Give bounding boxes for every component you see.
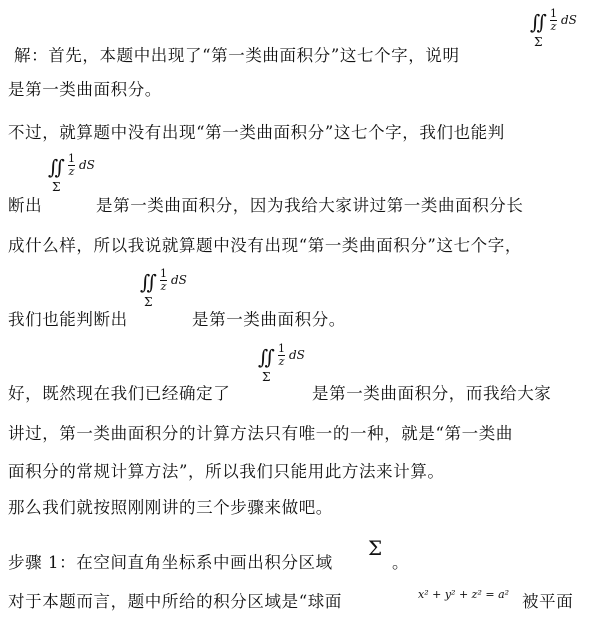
fraction: 1 z <box>550 7 557 33</box>
sigma-subscript: Σ <box>534 35 543 49</box>
double-integral-sign: ∬ <box>48 155 60 179</box>
text-line-7a: 好，既然现在我们已经确定了 <box>8 384 231 403</box>
text-line-4a: 断出 <box>8 196 43 215</box>
sigma-subscript: Σ <box>144 295 153 309</box>
text-line-10: 那么我们就按照刚刚讲的三个步骤来做吧。 <box>8 498 333 517</box>
text-line-4b: 是第一类曲面积分，因为我给大家讲过第一类曲面积分长 <box>96 196 524 215</box>
differential: dS <box>561 13 577 27</box>
sphere-equation: x² + y² + z² = a² <box>418 588 510 601</box>
surface-integral-1 <box>530 8 590 52</box>
double-integral-sign: ∬ <box>530 10 542 34</box>
surface-integral-3 <box>140 268 200 312</box>
double-integral-sign: ∬ <box>258 345 270 369</box>
sigma-symbol: Σ <box>368 536 383 560</box>
differential: dS <box>171 273 187 287</box>
text-line-8: 讲过，第一类曲面积分的计算方法只有唯一的一种，就是“第一类曲 <box>8 424 513 443</box>
fraction: 1 z <box>160 267 167 293</box>
text-line-1: 解：首先，本题中出现了“第一类曲面积分”这七个字，说明 <box>14 46 460 65</box>
fraction: 1 z <box>68 152 75 178</box>
text-line-11a: 步骤 1：在空间直角坐标系中画出积分区域 <box>8 553 333 572</box>
text-line-12a: 对于本题而言，题中所给的积分区域是“球面 <box>8 592 342 611</box>
fraction: 1 z <box>278 342 285 368</box>
text-line-6a: 我们也能判断出 <box>8 310 128 329</box>
text-line-5: 成什么样，所以我说就算题中没有出现“第一类曲面积分”这七个字， <box>8 236 522 255</box>
differential: dS <box>79 158 95 172</box>
differential: dS <box>289 348 305 362</box>
text-line-2: 是第一类曲面积分。 <box>8 80 162 99</box>
surface-integral-4 <box>258 343 318 387</box>
sigma-subscript: Σ <box>262 370 271 384</box>
text-line-7b: 是第一类曲面积分，而我给大家 <box>312 384 552 403</box>
text-line-6b: 是第一类曲面积分。 <box>192 310 346 329</box>
double-integral-sign: ∬ <box>140 270 152 294</box>
text-line-11b: 。 <box>392 553 410 572</box>
surface-integral-2 <box>48 153 108 197</box>
text-line-12b: 被平面 <box>522 592 574 611</box>
text-line-3: 不过，就算题中没有出现“第一类曲面积分”这七个字，我们也能判 <box>8 123 505 142</box>
text-line-9: 面积分的常规计算方法”，所以我们只能用此方法来计算。 <box>8 462 445 481</box>
sigma-subscript: Σ <box>52 180 61 194</box>
